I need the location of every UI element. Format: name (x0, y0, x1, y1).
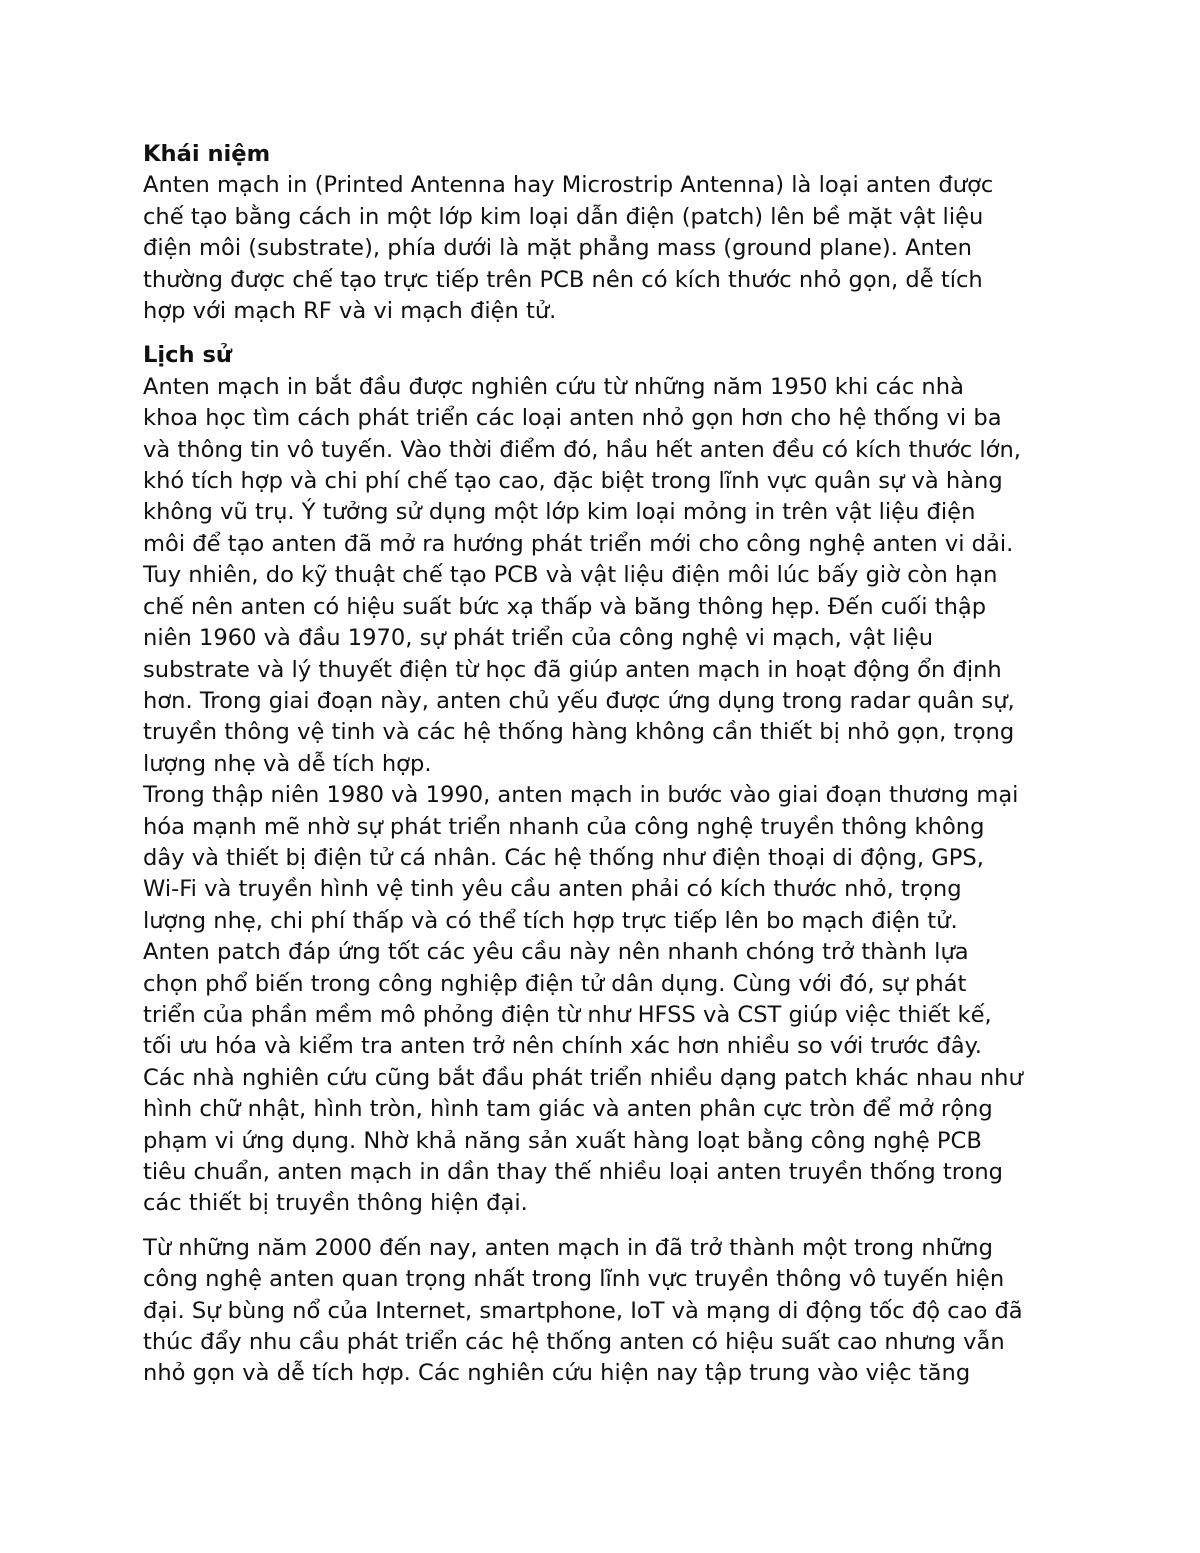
text-line: hình chữ nhật, hình tròn, hình tam giác và anten phân cực tròn để mở rộng (143, 1096, 993, 1123)
text-line: Anten mạch in (Printed Antenna hay Microstrip Antenna) là loại anten được (143, 172, 994, 199)
text-line: Từ những năm 2000 đến nay, anten mạch in đã trở thành một trong những (143, 1234, 993, 1261)
text-line: dây và thiết bị điện tử cá nhân. Các hệ thống như điện thoại di động, GPS, (143, 844, 984, 871)
text-line: lượng nhẹ và dễ tích hợp. (143, 750, 432, 777)
text-line: công nghệ anten quan trọng nhất trong lĩnh vực truyền thông vô tuyến hiện (143, 1266, 1005, 1293)
text-line: thúc đẩy nhu cầu phát triển các hệ thống anten có hiệu suất cao nhưng vẫn (143, 1329, 1005, 1356)
text-line: khoa học tìm cách phát triển các loại anten nhỏ gọn hơn cho hệ thống vi ba (143, 405, 1002, 432)
text-line: Anten patch đáp ứng tốt các yêu cầu này nên nhanh chóng trở thành lựa (143, 939, 969, 966)
paragraph-lich-su-2 (143, 780, 1063, 1220)
text-line: tối ưu hóa và kiểm tra anten trở nên chính xác hơn nhiều so với trước đây. (143, 1033, 982, 1060)
text-line: phạm vi ứng dụng. Nhờ khả năng sản xuất hàng loạt bằng công nghệ PCB (143, 1127, 982, 1154)
text-line: thường được chế tạo trực tiếp trên PCB nên có kích thước nhỏ gọn, dễ tích (143, 266, 983, 293)
paragraph-lich-su-1 (143, 372, 1063, 780)
text-line: không vũ trụ. Ý tưởng sử dụng một lớp kim loại mỏng in trên vật liệu điện (143, 499, 976, 526)
text-line: Anten mạch in bắt đầu được nghiên cứu từ những năm 1950 khi các nhà (143, 373, 964, 400)
text-line: môi để tạo anten đã mở ra hướng phát triển mới cho công nghệ anten vi dải. (143, 530, 1014, 557)
text-line: chọn phổ biến trong công nghiệp điện tử dân dụng. Cùng với đó, sự phát (143, 970, 967, 997)
text-line: substrate và lý thuyết điện từ học đã giúp anten mạch in hoạt động ổn định (143, 656, 1002, 683)
document-page (143, 139, 1063, 1390)
paragraph-lich-su-3 (143, 1233, 1063, 1390)
text-line: chế nên anten có hiệu suất bức xạ thấp và băng thông hẹp. Đến cuối thập (143, 593, 987, 620)
text-line: hợp với mạch RF và vi mạch điện tử. (143, 298, 557, 325)
text-line: khó tích hợp và chi phí chế tạo cao, đặc biệt trong lĩnh vực quân sự và hàng (143, 468, 1003, 495)
text-line: các thiết bị truyền thông hiện đại. (143, 1190, 528, 1217)
text-line: Các nhà nghiên cứu cũng bắt đầu phát triển nhiều dạng patch khác nhau như (143, 1064, 1023, 1091)
paragraph-khai-niem (143, 170, 1063, 327)
text-line: đại. Sự bùng nổ của Internet, smartphone, IoT và mạng di động tốc độ cao đã (143, 1297, 1023, 1324)
text-line: triển của phần mềm mô phỏng điện từ như HFSS và CST giúp việc thiết kế, (143, 1001, 992, 1028)
text-line: lượng nhẹ, chi phí thấp và có thể tích hợp trực tiếp lên bo mạch điện tử. (143, 907, 958, 934)
text-line: niên 1960 và đầu 1970, sự phát triển của công nghệ vi mạch, vật liệu (143, 625, 934, 652)
text-line: Tuy nhiên, do kỹ thuật chế tạo PCB và vật liệu điện môi lúc bấy giờ còn hạn (143, 562, 998, 589)
section-heading-lich-su: Lịch sử (143, 342, 233, 369)
section-heading-khai-niem: Khái niệm (143, 141, 271, 167)
text-line: nhỏ gọn và dễ tích hợp. Các nghiên cứu hiện nay tập trung vào việc tăng (143, 1360, 971, 1387)
text-line: hơn. Trong giai đoạn này, anten chủ yếu được ứng dụng trong radar quân sự, (143, 687, 1015, 714)
text-line: truyền thông vệ tinh và các hệ thống hàng không cần thiết bị nhỏ gọn, trọng (143, 719, 1015, 746)
text-line: và thông tin vô tuyến. Vào thời điểm đó, hầu hết anten đều có kích thước lớn, (143, 436, 1021, 463)
text-line: điện môi (substrate), phía dưới là mặt phẳng mass (ground plane). Anten (143, 235, 972, 262)
text-line: hóa mạnh mẽ nhờ sự phát triển nhanh của công nghệ truyền thông không (143, 813, 985, 840)
text-line: tiêu chuẩn, anten mạch in dần thay thế nhiều loại anten truyền thống trong (143, 1159, 1004, 1185)
text-line: Trong thập niên 1980 và 1990, anten mạch in bước vào giai đoạn thương mại (143, 782, 1019, 809)
text-line: Wi-Fi và truyền hình vệ tinh yêu cầu anten phải có kích thước nhỏ, trọng (143, 876, 962, 903)
text-line: chế tạo bằng cách in một lớp kim loại dẫn điện (patch) lên bề mặt vật liệu (143, 203, 984, 230)
